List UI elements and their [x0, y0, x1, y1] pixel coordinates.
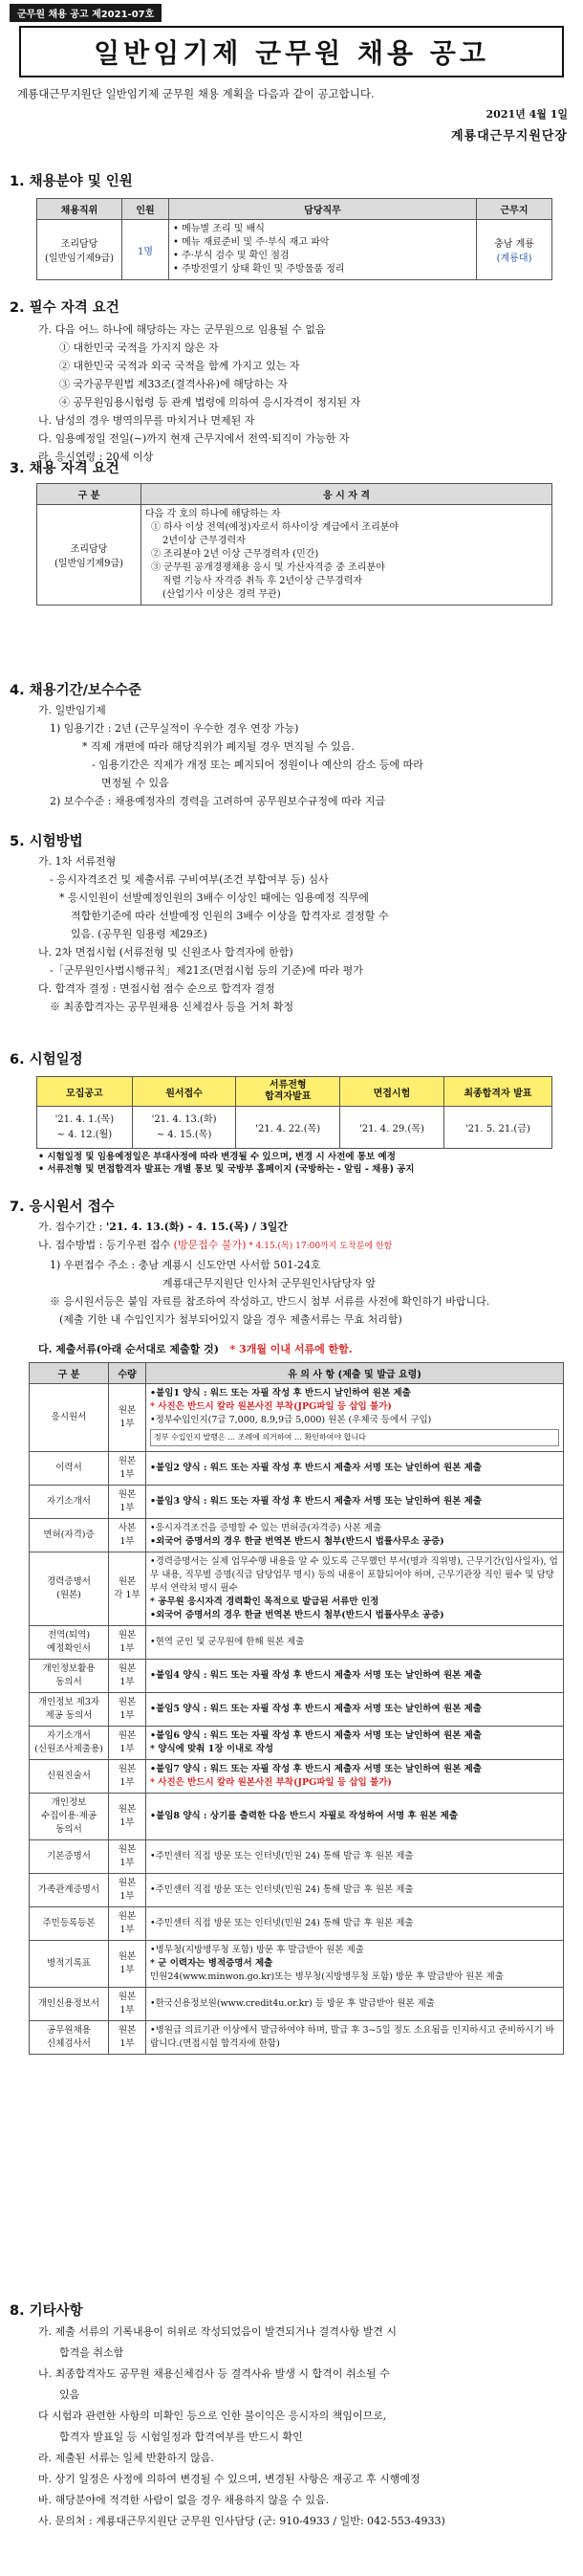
schedule-cell: '21. 4. 13.(화) ∼ 4. 15.(목) — [132, 1107, 236, 1149]
doc-note-line: •병원급 의료기관 이상에서 발급하여야 하며, 발급 후 3~5일 정도 소요됨을 인지하시고 준비하시기 바랍니다.(면접시험 합격자에 한함) — [150, 2025, 554, 2049]
qualifications-table — [36, 483, 552, 605]
list-item: * 응시인원이 선발예정인원의 3배수 이상인 때에는 임용예정 직무에 — [59, 892, 369, 904]
doc-note-line: •주민센터 직접 방문 또는 인터넷(민원 24) 통해 발급 후 원본 제출 — [150, 1884, 414, 1895]
doc-qty: 원본 1부 — [109, 1693, 146, 1727]
col-category: 구 분 — [37, 484, 141, 505]
doc-name: 신원진술서 — [30, 1760, 109, 1794]
doc-name: 개인정보활용 동의서 — [30, 1660, 109, 1693]
position-cell — [37, 505, 141, 605]
notice-header — [10, 0, 573, 143]
col-doc-notes: 유 의 사 항 (제출 및 발급 요령) — [146, 1363, 564, 1384]
doc-qty: 원본 1부 — [109, 2021, 146, 2055]
table-row — [30, 1794, 564, 1840]
table-row — [30, 1988, 564, 2021]
doc-name: 가족관계증명서 — [30, 1874, 109, 1907]
col-interview: 면접시험 — [340, 1077, 444, 1107]
doc-note-line: * 사진은 반드시 칼라 원본사진 부착(JPG파일 등 삽입 불가) — [150, 1401, 392, 1412]
doc-qty: 원본 1부 — [109, 1384, 146, 1452]
list-item: 다. 합격자 결정 : 면접시험 점수 순으로 합격자 결정 — [38, 982, 275, 995]
doc-note-line: •현역 군인 및 군무원에 한해 원본 제출 — [150, 1637, 305, 1647]
table-row — [30, 1840, 564, 1874]
table-header-row — [37, 199, 552, 220]
table-header-row — [37, 1077, 552, 1107]
position-grade: (일반임기제9급) — [44, 253, 115, 264]
section-application — [10, 1196, 573, 1329]
table-row — [37, 1107, 552, 1149]
table-header-row — [37, 484, 552, 505]
documents-note: * 3개월 이내 서류에 한함. — [229, 1343, 353, 1355]
list-item: 가. 제출 서류의 기록내용이 허위로 작성되었음이 발견되거나 결격사항 발견 시 — [38, 2325, 397, 2338]
doc-name: 개인정보 제3자 제공 동의서 — [30, 1693, 109, 1727]
table-row — [30, 1626, 564, 1660]
doc-notes — [146, 2021, 564, 2055]
doc-note-line: •붙임2 양식 : 워드 또는 자필 작성 후 반드시 제출자 서명 또는 날인하여 원본 제출 — [150, 1463, 482, 1473]
col-count: 인원 — [122, 199, 169, 220]
section-heading: 4. 채용기간/보수수준 — [10, 683, 141, 698]
doc-notes — [146, 1384, 564, 1452]
notice-date: 2021년 4월 1일 — [486, 108, 568, 121]
col-doc-qty: 수량 — [109, 1363, 146, 1384]
doc-notes — [146, 1907, 564, 1941]
doc-note-line: •붙임4 양식 : 워드 또는 자필 작성 후 반드시 제출자 서명 또는 날인하여 원본 제출 — [150, 1670, 482, 1681]
doc-notes — [146, 1760, 564, 1794]
duties-cell — [169, 220, 477, 280]
page-title: 일반임기제 군무원 채용 공고 — [94, 37, 489, 69]
schedule-cell: '21. 4. 1.(목) ∼ 4. 12.(월) — [37, 1107, 133, 1149]
doc-notes — [146, 1941, 564, 1988]
position-name: 조리담당 — [70, 544, 108, 555]
exam-method-list — [38, 852, 573, 1016]
qualification-cell — [141, 505, 552, 605]
notice-number-badge: 군무원 채용 공고 제2021-07호 — [10, 4, 162, 22]
table-row — [30, 1552, 564, 1626]
list-item: 1) 임용기간 : 2년 (근무실적이 우수한 경우 연장 가능) — [50, 722, 299, 735]
col-application: 원서접수 — [132, 1077, 236, 1107]
doc-notes — [146, 1727, 564, 1760]
doc-note-line: •붙임8 양식 : 상기를 출력한 다음 반드시 자필로 작성하여 서명 후 원본 제출 — [150, 1811, 459, 1821]
qualification-line: ③ 군무원 공개경쟁채용 응시 및 가산자격증 중 조리분야 — [151, 562, 385, 573]
doc-notes — [146, 1660, 564, 1693]
doc-note-line: •외국어 증명서의 경우 한글 번역본 반드시 첨부(반드시 법률사무소 공증) — [150, 1610, 444, 1620]
doc-note-line: * 사진은 반드시 칼라 원본사진 부착(JPG파일 등 삽입 불가) — [150, 1777, 392, 1788]
list-item: 다 시험과 관련한 사항의 미확인 등으로 인한 불이익은 응시자의 책임이므로, — [38, 2410, 387, 2422]
method-note: (방문접수 불가) — [173, 1239, 247, 1251]
table-row — [30, 1727, 564, 1760]
doc-name: 기본증명서 — [30, 1840, 109, 1874]
section-documents — [10, 1341, 573, 2055]
location-name: 충남 계룡 — [494, 239, 534, 250]
list-item: 마. 상기 일정은 사정에 의하여 변경될 수 있으며, 변경된 사항은 재공고 후 시행예정 — [38, 2473, 421, 2485]
doc-name: 자기소개서 — [30, 1486, 109, 1519]
schedule-table — [36, 1076, 552, 1149]
caution-line: ※ 응시원서등은 붙임 자료를 참조하여 작성하고, 반드시 첨부 서류를 사전에 확인하기 바랍니다. — [50, 1295, 490, 1308]
doc-note-line: •붙임1 양식 : 워드 또는 자필 작성 후 반드시 날인하여 원본 제출 — [150, 1388, 411, 1398]
doc-note-line: •주민센터 직접 방문 또는 인터넷(민원 24) 통해 발급 후 원본 제출 — [150, 1851, 414, 1861]
doc-name: 개인정보 수집이용·제공 동의서 — [30, 1794, 109, 1840]
col-doc-name: 구 분 — [30, 1363, 109, 1384]
title-box — [19, 26, 564, 77]
doc-note-line: * 양식에 맞춰 1장 이내로 작성 — [150, 1744, 274, 1754]
list-item: 합격자 발표일 등 시험일정과 합격여부를 반드시 확인 — [59, 2431, 303, 2443]
list-item: 2) 보수수준 : 채용예정자의 경력을 고려하여 공무원보수규정에 따라 지급 — [50, 795, 386, 807]
doc-note-line: •외국어 증명서의 경우 한글 번역본 반드시 첨부(반드시 법률사무소 공증) — [150, 1536, 444, 1547]
section-schedule — [10, 1048, 573, 1176]
qualification-line: ① 하사 이상 전역(예정)자로서 하사이상 계급에서 조리분야 — [151, 522, 399, 533]
period-line — [38, 1218, 573, 1236]
doc-note-line: •붙임7 양식 : 워드 또는 자필 작성 후 반드시 제출자 서명 또는 날인하여 원본 제출 — [150, 1764, 482, 1774]
count-cell: 1명 — [122, 220, 169, 280]
doc-name: 응시원서 — [30, 1384, 109, 1452]
list-item: 사. 문의처 : 계룡대근무지원단 군무원 인사담당 (군: 910-4933 / 일반: 042-553-4933) — [38, 2515, 445, 2527]
table-row — [30, 1486, 564, 1519]
table-row — [37, 505, 552, 605]
doc-note-line: •주민센터 직접 방문 또는 인터넷(민원 24) 통해 발급 후 원본 제출 — [150, 1918, 414, 1928]
doc-note-line: •한국신용정보원(www.credit4u.or.kr) 등 방문 후 발급받아 원본 제출 — [150, 1998, 435, 2009]
table-row — [30, 1907, 564, 1941]
col-doc-result: 서류전형 합격자발표 — [236, 1077, 340, 1107]
section-mandatory-qualifications — [10, 297, 573, 466]
col-position: 채용직위 — [37, 199, 122, 220]
doc-qty: 사본 1부 — [109, 1519, 146, 1552]
doc-notes — [146, 1452, 564, 1486]
doc-qty: 원본 1부 — [109, 1941, 146, 1988]
schedule-cell: '21. 5. 21.(금) — [443, 1107, 551, 1149]
section-misc — [10, 2300, 573, 2532]
list-item: -「군무원인사법시행규칙」제21조(면접시험 등의 기준)에 따라 평가 — [50, 964, 363, 977]
qualification-line: 직렬 기능사 자격증 취득 후 2년이상 근무경력자 — [162, 576, 362, 586]
method-label: 나. 접수방법 : 등기우편 접수 — [38, 1239, 174, 1251]
col-notice: 모집공고 — [37, 1077, 133, 1107]
doc-notes — [146, 1693, 564, 1727]
period-value: '21. 4. 13.(화) - 4. 15.(목) / 3일간 — [105, 1221, 288, 1233]
doc-notes — [146, 1519, 564, 1552]
doc-note-line: •경력증명서는 실제 업무수행 내용을 알 수 있도록 근무했던 부서(명과 직위명), 근무기간(입사일자), 업무 내용, 직무별 증명(직급 담당업무 명시) 등의 내용이 포함되어야 하며, 근무기관장 직인 필수 및 담당부서 연락처 명시 필수 — [150, 1556, 558, 1594]
doc-notes — [146, 1874, 564, 1907]
documents-table — [29, 1362, 564, 2055]
table-row — [30, 1384, 564, 1452]
list-item: 가. 다음 어느 하나에 해당하는 자는 군무원으로 임용될 수 없음 — [38, 323, 326, 336]
doc-qty: 원본 각 1부 — [109, 1552, 146, 1626]
qualification-line: 2년이상 근무경력자 — [162, 536, 246, 546]
section-positions — [10, 170, 573, 280]
doc-note-line: •붙임5 양식 : 워드 또는 자필 작성 후 반드시 제출자 서명 또는 날인하여 원본 제출 — [150, 1704, 482, 1714]
schedule-cell: '21. 4. 22.(목) — [236, 1107, 340, 1149]
list-item: 적합한기준에 따라 선발예정 인원의 3배수 이상을 합격자로 결정할 수 — [71, 910, 389, 922]
table-row — [30, 1660, 564, 1693]
section-heading: 5. 시험방법 — [10, 834, 83, 849]
doc-notes — [146, 1988, 564, 2021]
table-row — [30, 1760, 564, 1794]
method-line — [38, 1236, 573, 1256]
position-name: 조리담당 — [60, 239, 98, 250]
section-heading: 3. 채용 자격 요건 — [10, 461, 119, 476]
doc-note-line: •붙임3 양식 : 워드 또는 자필 작성 후 반드시 제출자 서명 또는 날인하여 원본 제출 — [150, 1496, 482, 1507]
list-item: ① 대한민국 국적을 가지지 않은 자 — [59, 341, 219, 354]
doc-qty: 원본 1부 — [109, 1907, 146, 1941]
doc-notes — [146, 1486, 564, 1519]
doc-qty: 원본 1부 — [109, 1988, 146, 2021]
positions-table — [36, 198, 552, 280]
caution-line: (제출 기한 내 수입인지가 첨부되어있지 않을 경우 제출서류는 무효 처리함) — [59, 1313, 402, 1326]
table-row — [37, 220, 552, 280]
documents-title: 다. 제출서류(아래 순서대로 제출할 것) — [38, 1343, 219, 1355]
table-row — [30, 1452, 564, 1486]
list-item: 가. 일반임기제 — [38, 704, 106, 716]
doc-notes — [146, 1794, 564, 1840]
doc-notes — [146, 1552, 564, 1626]
location-detail: (계룡대) — [496, 253, 532, 264]
doc-name: 주민등록등본 — [30, 1907, 109, 1941]
table-row — [30, 2021, 564, 2055]
doc-qty: 원본 1부 — [109, 1794, 146, 1840]
position-grade: (일반임기제9급) — [54, 559, 124, 569]
schedule-note: • 시험일정 및 임용예정일은 부대사정에 따라 변경될 수 있으며, 변경 시 사전에 통보 예정 — [38, 1152, 396, 1162]
schedule-cell: '21. 4. 29.(목) — [340, 1107, 444, 1149]
table-row — [30, 1874, 564, 1907]
list-item: 나. 2차 면접시험 (서류전형 및 신원조사 합격자에 한함) — [38, 946, 293, 958]
col-final-result: 최종합격자 발표 — [443, 1077, 551, 1107]
method-deadline: * 4.15.(목) 17:00까지 도착분에 한함 — [246, 1242, 393, 1251]
list-item: 나. 남성의 경우 병역의무를 마치거나 면제된 자 — [38, 414, 255, 427]
section-heading: 6. 시험일정 — [10, 1052, 83, 1068]
doc-note-line: •정부수입인지(7급 7,000, 8.9,9급 5,000) 원본 (우체국 등에서 구입) — [150, 1415, 432, 1425]
doc-name: 개인신용정보서 — [30, 1988, 109, 2021]
doc-notes — [146, 1840, 564, 1874]
misc-list — [38, 2322, 573, 2532]
list-item: ③ 국가공무원법 제33조(결격사유)에 해당하는 자 — [59, 378, 288, 390]
table-header-row — [30, 1363, 564, 1384]
section-heading: 2. 필수 자격 요건 — [10, 300, 119, 316]
doc-note-line: * 공무원 응시자격 경력확인 목적으로 발급된 서류만 인정 — [150, 1596, 379, 1607]
list-item: ④ 공무원임용시험령 등 관계 법령에 의하여 응시자격이 정지된 자 — [59, 396, 361, 408]
list-item: 바. 해당분야에 적격한 사람이 없을 경우 채용하지 않을 수 있음. — [38, 2494, 330, 2506]
section-period-salary — [10, 679, 573, 810]
section-heading: 7. 응시원서 접수 — [10, 1200, 115, 1215]
doc-name: 병적기록표 — [30, 1941, 109, 1988]
list-item: - 응시자격조건 및 제출서류 구비여부(조건 부합여부 등) 심사 — [50, 873, 329, 886]
list-item: 가. 1차 서류전형 — [38, 855, 117, 868]
qualification-line: (산업기사 이상은 경력 무관) — [162, 589, 281, 600]
doc-name: 전역(퇴역) 예정확인서 — [30, 1626, 109, 1660]
doc-qty: 원본 1부 — [109, 1840, 146, 1874]
schedule-notes — [38, 1151, 573, 1176]
list-item: 나. 최종합격자도 공무원 채용신체검사 등 결격사유 발생 시 합격이 취소될 수 — [38, 2367, 390, 2380]
list-item: 다. 임용예정일 전일(∼)까지 현재 근무지에서 전역·퇴직이 가능한 자 — [38, 432, 350, 445]
doc-note-line: •응시자격조건을 증명할 수 있는 면허증(자격증) 사본 제출 — [150, 1523, 382, 1533]
table-row — [30, 1941, 564, 1988]
list-item: 있음 — [59, 2389, 80, 2401]
list-item: 라. 제출된 서류는 일체 반환하지 않음. — [38, 2452, 214, 2464]
application-details — [38, 1218, 573, 1329]
list-item: - 임용기간은 직제가 개정 또는 폐지되어 정원이나 예산의 감소 등에 따라 — [92, 759, 423, 771]
doc-name: 자기소개서 (신원조사제출용) — [30, 1727, 109, 1760]
list-item: ② 대한민국 국적과 외국 국적을 함께 가지고 있는 자 — [59, 360, 300, 372]
duty-item: • 메뉴별 조리 및 배식 — [173, 224, 265, 234]
address-line: 1) 우편접수 주소 : 충남 계룡시 신도안면 사서함 501-24호 — [50, 1259, 321, 1271]
duty-item: • 메뉴 재료준비 및 주·부식 재고 파악 — [173, 237, 330, 248]
section-qualifications — [10, 457, 573, 605]
doc-note-line: 민원24(www.minwon.go.kr)또는 병무청(지방병무청 포함) 방문 후 발급받아 원본 제출 — [150, 1971, 504, 1982]
period-list — [38, 701, 573, 810]
list-item: 있음. (공무원 임용령 제29조) — [71, 928, 207, 940]
section-heading: 1. 채용분야 및 인원 — [10, 174, 133, 189]
doc-qty: 원본 1부 — [109, 1760, 146, 1794]
qualification-line: ② 조리분야 2년 이상 근무경력자 (민간) — [151, 549, 319, 560]
doc-notes — [146, 1626, 564, 1660]
doc-note-line: •붙임6 양식 : 워드 또는 자필 작성 후 반드시 제출자 서명 또는 날인하여 원본 제출 — [150, 1730, 482, 1741]
qualification-line: 다음 각 호의 하나에 해당하는 자 — [145, 509, 281, 519]
address-line: 계룡대근무지원단 인사처 군무원인사담당자 앞 — [162, 1277, 377, 1289]
col-qualification: 응 시 자 격 — [141, 484, 552, 505]
doc-name: 공무원채용 신체검사서 — [30, 2021, 109, 2055]
issuer-org: 계룡대근무지원단장 — [450, 129, 568, 143]
col-location: 근무지 — [477, 199, 552, 220]
doc-qty: 원본 1부 — [109, 1727, 146, 1760]
doc-qty: 원본 1부 — [109, 1660, 146, 1693]
section-exam-method — [10, 830, 573, 1016]
duty-item: • 주방전열기 상태 확인 및 주방물품 정리 — [173, 264, 345, 275]
schedule-note: • 서류전형 및 면접합격자 발표는 개별 통보 및 국방부 홈페이지 (국방하는 - 알림 - 채용) 공지 — [38, 1164, 415, 1175]
doc-note-line: •병무청(지방병무청 포함) 방문 후 발급받아 원본 제출 — [150, 1945, 364, 1955]
table-row — [30, 1693, 564, 1727]
list-item: 라. 응시연령 : 20세 이상 — [38, 451, 154, 463]
doc-qty: 원본 1부 — [109, 1626, 146, 1660]
location-cell — [477, 220, 552, 280]
documents-heading — [38, 1341, 573, 1356]
list-item: 면정될 수 있음 — [101, 777, 169, 789]
list-item: 합격을 취소함 — [59, 2346, 124, 2359]
doc-name: 면허(자격)증 — [30, 1519, 109, 1552]
table-row — [30, 1519, 564, 1552]
doc-name: 경력증명서 (원본) — [30, 1552, 109, 1626]
duty-item: • 주·부식 검수 및 확인 점검 — [173, 251, 290, 261]
doc-note-line: * 군 이력자는 병적증명서 제출 — [150, 1958, 273, 1969]
doc-qty: 원본 1부 — [109, 1486, 146, 1519]
intro-text: 계룡대근무지원단 일반임기제 군무원 채용 계획을 다음과 같이 공고합니다. — [17, 87, 375, 100]
period-label: 가. 접수기간 : — [38, 1221, 106, 1233]
col-duties: 담당직무 — [169, 199, 477, 220]
list-item: ※ 최종합격자는 공무원채용 신체검사 등을 거쳐 확정 — [50, 1001, 294, 1013]
doc-name: 이력서 — [30, 1452, 109, 1486]
position-cell — [37, 220, 122, 280]
doc-qty: 원본 1부 — [109, 1874, 146, 1907]
list-item: * 직제 개편에 따라 해당직위가 폐지될 경우 면직될 수 있음. — [82, 740, 355, 753]
doc-note-line: 정부 수입인지 발행은 … 조례에 의거하여 … 확인하여야 합니다 — [150, 1429, 559, 1446]
mandatory-list — [38, 320, 573, 466]
section-heading: 8. 기타사항 — [10, 2303, 83, 2319]
doc-qty: 원본 1부 — [109, 1452, 146, 1486]
